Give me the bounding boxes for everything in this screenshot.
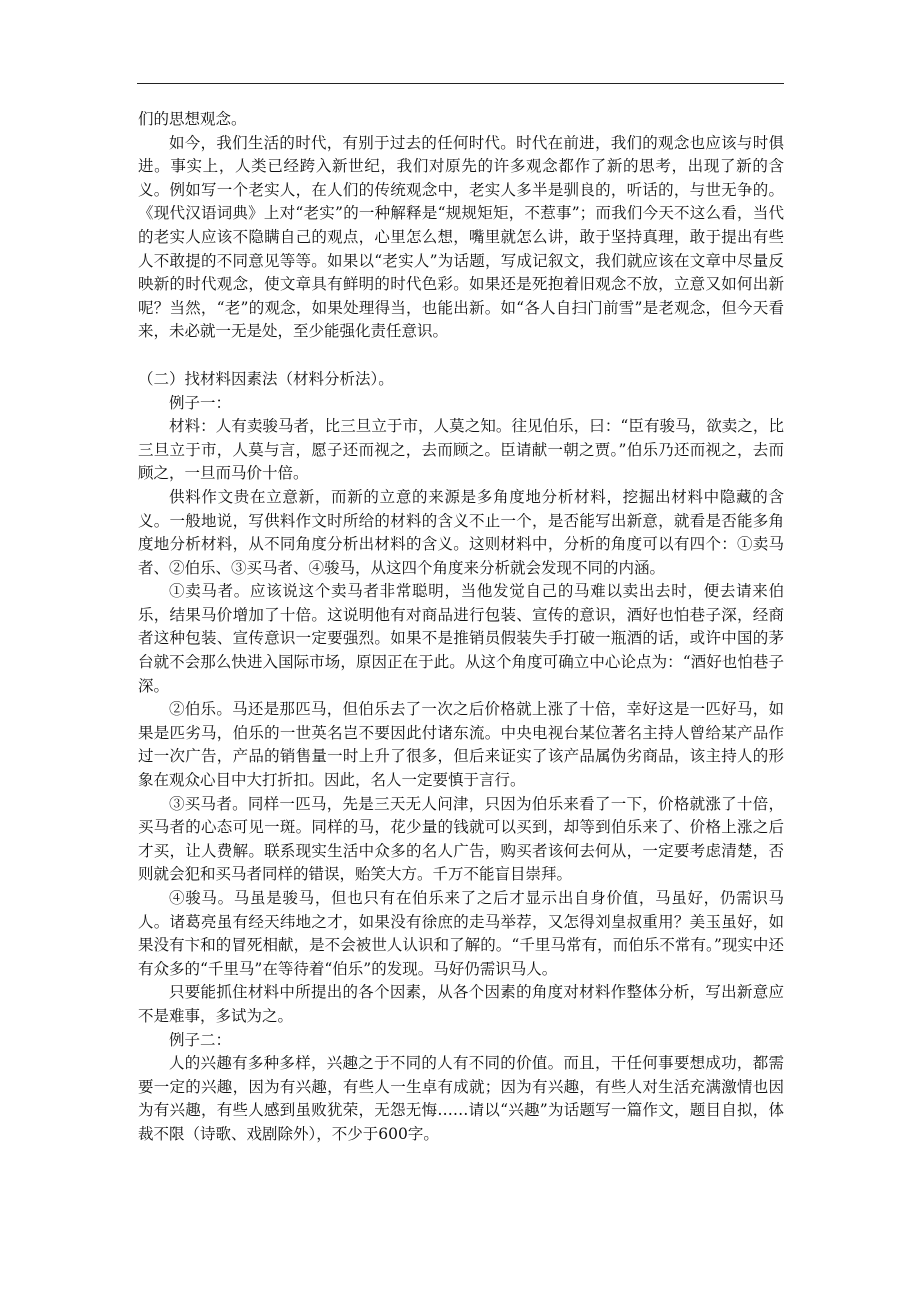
paragraph-analysis-intro: 供料作文贵在立意新，而新的立意的来源是多角度地分析材料，挖掘出材料中隐藏的含义。一般地说，写供料作文时所给的材料的含义不止一个，是否能写出新意，就看是否能多角度地分析材料，从不同角度分析出材料的含义。这则材料中，分析的角度可以有四个：①卖马者、②伯乐、③买马者、④骏马，从这四个角度来分析就会发现不同的内涵。: [138, 487, 784, 577]
example-one-label: 例子一：: [169, 393, 232, 412]
paragraph-interest-prompt: 人的兴趣有多种多样，兴趣之于不同的人有不同的价值。而且，干任何事要想成功，都需要一定的兴趣，因为有兴趣，有些人一生卓有成就；因为有兴趣，有些人对生活充满激情也因为有兴趣，有些人感到虽败犹荣，无怨无悔……请以“兴趣”为话题写一篇作文，题目自拟，体裁不限（诗歌、戏剧除外），不少于600字。: [138, 1054, 784, 1143]
paragraph-material: 材料：人有卖骏马者，比三旦立于市，人莫之知。往见伯乐，曰：“臣有骏马，欲卖之，比三旦立于市，人莫与言，愿子还而视之，去而顾之。臣请献一朝之贾。”伯乐乃还而视之，去而顾之，一旦而马价十倍。: [138, 417, 784, 483]
paragraph-continuation: 们的思想观念。: [138, 110, 247, 128]
paragraph-summary: 只要能抓住材料中所提出的各个因素，从各个因素的角度对材料作整体分析，写出新意应不是难事，多试为之。: [138, 983, 784, 1025]
document-body: [138, 108, 784, 1147]
paragraph-horse: ④骏马。马虽是骏马，但也只有在伯乐来了之后才显示出自身价值，马虽好，仍需识马人。诸葛亮虽有经天纬地之才，如果没有徐庶的走马举荐，又怎得刘皇叔重用？美玉虽好，如果没有卞和的冒死相献，是不会被世人认识和了解的。“千里马常有，而伯乐不常有。”现实中还有众多的“千里马”在等待着“伯乐”的发现。马好仍需识马人。: [138, 889, 784, 978]
section-heading: （二）找材料因素法（材料分析法）。: [138, 369, 394, 388]
header-rule: [137, 83, 784, 84]
paragraph-bole: ②伯乐。马还是那匹马，但伯乐去了一次之后价格就上涨了十倍，幸好这是一匹好马，如果是匹劣马，伯乐的一世英名岂不要因此付诸东流。中央电视台某位著名主持人曾给某产品作过一次广告，产品的销售量一时上升了很多，但后来证实了该产品属伪劣商品，该主持人的形象在观众心目中大打折扣。因此，名人一定要慎于言行。: [138, 700, 784, 790]
paragraph-times-concept: 如今，我们生活的时代，有别于过去的任何时代。时代在前进，我们的观念也应该与时俱进。事实上，人类已经跨入新世纪，我们对原先的许多观念都作了新的思考，出现了新的含义。例如写一个老实人，在人们的传统观念中，老实人多半是驯良的，听话的，与世无争的。《现代汉语词典》上对“老实”的一种解释是“规规矩矩，不惹事”；而我们今天不这么看，当代的老实人应该不隐瞒自己的观点，心里怎么想，嘴里就怎么讲，敢于坚持真理，敢于提出有些人不敢提的不同意见等等。如果以“老实人”为话题，写成记叙文，我们就应该在文章中尽量反映新的时代观念，使文章具有鲜明的时代色彩。如果还是死抱着旧观念不放，立意又如何出新呢？当然，“老”的观念，如果处理得当，也能出新。如“各人自扫门前雪”是老观念，但今天看来，未必就一无是处，至少能强化责任意识。: [138, 133, 784, 341]
paragraph-buyer: ③买马者。同样一匹马，先是三天无人问津，只因为伯乐来看了一下，价格就涨了十倍，买马者的心态可见一斑。同样的马，花少量的钱就可以买到，却等到伯乐来了、价格上涨之后才买，让人费解。联系现实生活中众多的名人广告，购买者该何去何从，一定要考虑清楚，否则就会犯和买马者同样的错误，贻笑大方。千万不能盲目崇拜。: [138, 794, 784, 884]
example-two-label: 例子二：: [169, 1030, 232, 1049]
section-gap: [138, 344, 784, 368]
paragraph-seller: ①卖马者。应该说这个卖马者非常聪明，当他发觉自己的马难以卖出去时，便去请来伯乐，结果马价增加了十倍。这说明他有对商品进行包装、宣传的意识，酒好也怕巷子深，经商者这种包装、宣传意识一定要强烈。如果不是推销员假装失手打破一瓶酒的话，或许中国的茅台就不会那么快进入国际市场，原因正在于此。从这个角度可确立中心论点为：“酒好也怕巷子深。: [138, 582, 784, 695]
